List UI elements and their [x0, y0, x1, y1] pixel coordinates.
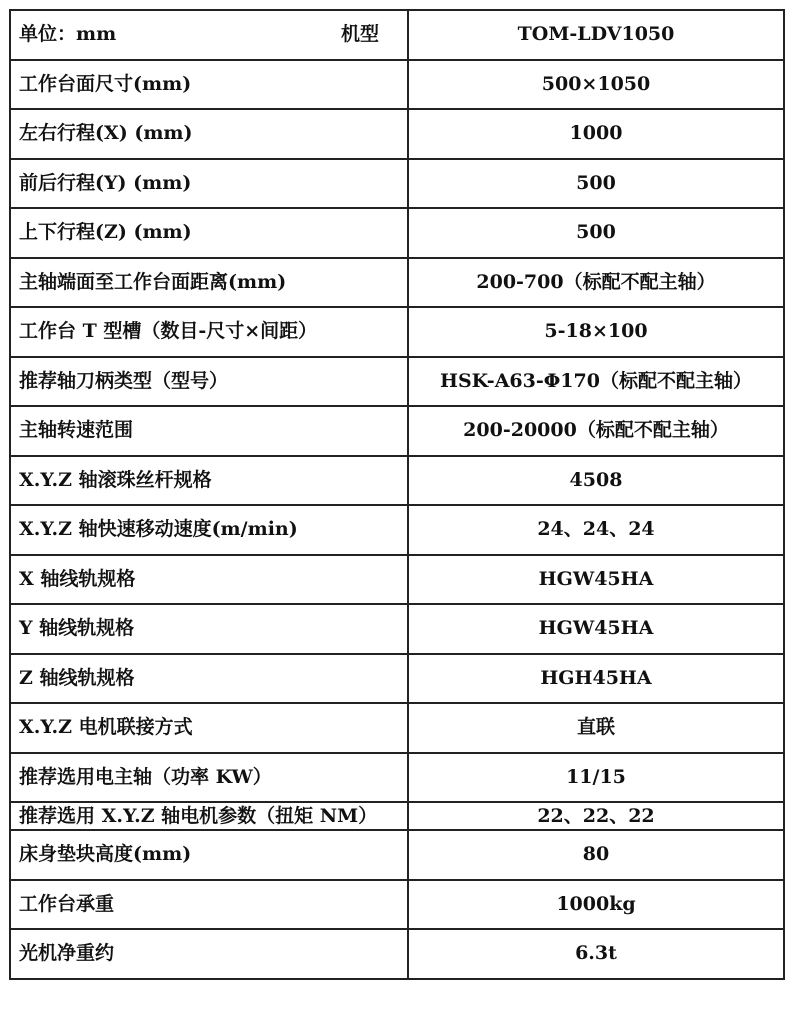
row-value: 4508 [408, 456, 784, 506]
row-value: 24、24、24 [408, 505, 784, 555]
table-row [10, 802, 784, 830]
row-label: 左右行程(X) (mm) [10, 109, 408, 159]
row-value: HGW45HA [408, 604, 784, 654]
table-row [10, 830, 784, 880]
row-label: Z 轴线轨规格 [10, 654, 408, 704]
row-label: 光机净重约 [10, 929, 408, 979]
table-row [10, 159, 784, 209]
row-label: 工作台 T 型槽（数目-尺寸×间距） [10, 307, 408, 357]
row-value: 80 [408, 830, 784, 880]
row-value: HGH45HA [408, 654, 784, 704]
table-row [10, 654, 784, 704]
table-row [10, 406, 784, 456]
row-label: 主轴端面至工作台面距离(mm) [10, 258, 408, 308]
row-label: 前后行程(Y) (mm) [10, 159, 408, 209]
table-row [10, 555, 784, 605]
row-label: X.Y.Z 轴滚珠丝杆规格 [10, 456, 408, 506]
spec-table [9, 9, 785, 980]
spec-sheet [9, 9, 783, 980]
table-header-row [10, 10, 784, 60]
row-label: X 轴线轨规格 [10, 555, 408, 605]
row-value: 直联 [408, 703, 784, 753]
row-value: 500 [408, 208, 784, 258]
table-row [10, 60, 784, 110]
row-label: 推荐轴刀柄类型（型号） [10, 357, 408, 407]
row-value: 22、22、22 [408, 802, 784, 830]
model-label: 机型 [340, 23, 379, 46]
row-value: 6.3t [408, 929, 784, 979]
row-value: HGW45HA [408, 555, 784, 605]
table-row [10, 258, 784, 308]
table-row [10, 929, 784, 979]
row-label: 推荐选用电主轴（功率 KW） [10, 753, 408, 803]
row-value: 1000kg [408, 880, 784, 930]
table-row [10, 357, 784, 407]
table-row [10, 208, 784, 258]
table-row [10, 307, 784, 357]
row-label: 工作台承重 [10, 880, 408, 930]
row-label: Y 轴线轨规格 [10, 604, 408, 654]
row-value: 200-20000（标配不配主轴） [408, 406, 784, 456]
row-value: 1000 [408, 109, 784, 159]
unit-label: 单位：mm [19, 23, 117, 46]
table-row [10, 456, 784, 506]
table-row [10, 880, 784, 930]
row-value: HSK-A63-Φ170（标配不配主轴） [408, 357, 784, 407]
row-label: 工作台面尺寸(mm) [10, 60, 408, 110]
table-row [10, 109, 784, 159]
row-label: 推荐选用 X.Y.Z 轴电机参数（扭矩 NM） [10, 802, 408, 830]
row-label: 床身垫块高度(mm) [10, 830, 408, 880]
row-label: 上下行程(Z) (mm) [10, 208, 408, 258]
table-row [10, 604, 784, 654]
header-label-cell [10, 10, 408, 60]
model-value: TOM-LDV1050 [408, 10, 784, 60]
table-row [10, 505, 784, 555]
row-value: 200-700（标配不配主轴） [408, 258, 784, 308]
row-value: 5-18×100 [408, 307, 784, 357]
row-label: X.Y.Z 电机联接方式 [10, 703, 408, 753]
table-row [10, 753, 784, 803]
row-value: 11/15 [408, 753, 784, 803]
row-value: 500 [408, 159, 784, 209]
row-label: 主轴转速范围 [10, 406, 408, 456]
table-row [10, 703, 784, 753]
row-value: 500×1050 [408, 60, 784, 110]
row-label: X.Y.Z 轴快速移动速度(m/min) [10, 505, 408, 555]
